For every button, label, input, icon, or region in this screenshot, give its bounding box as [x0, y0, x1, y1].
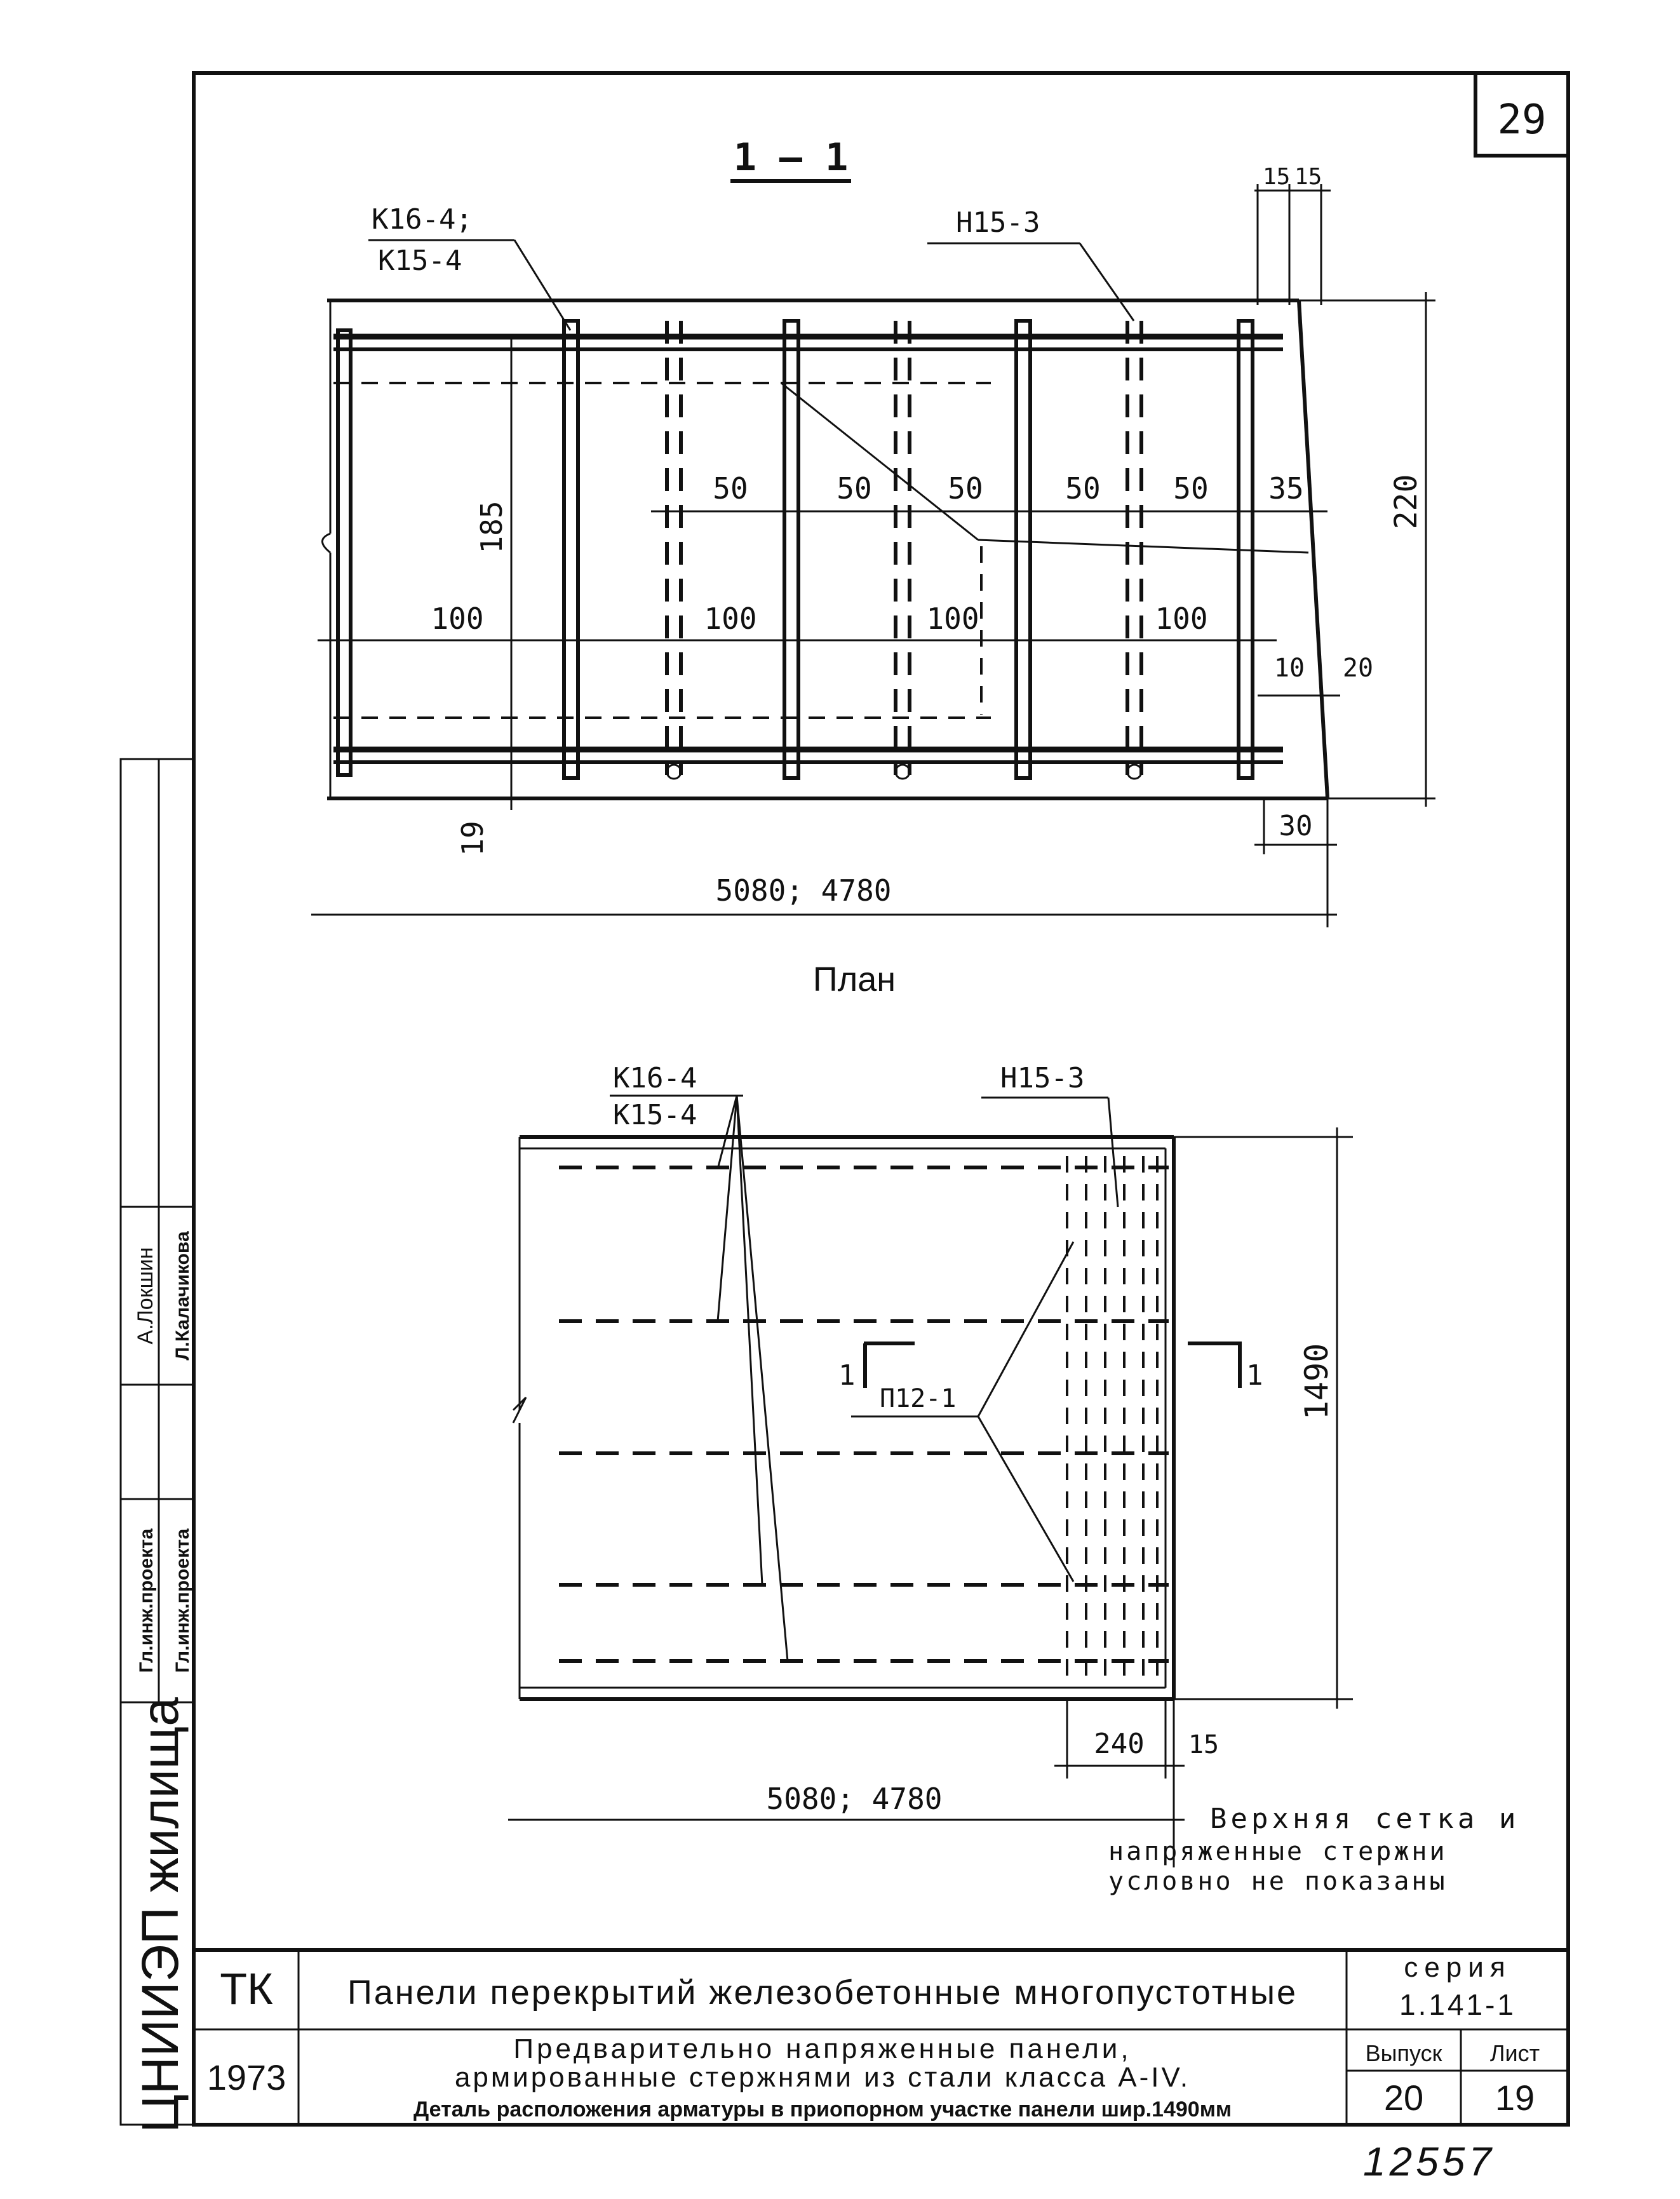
- section-dim-30: [1254, 798, 1337, 927]
- section-leader-n: [927, 206, 1134, 321]
- side-stamp-role-2: Гл.инж.проекта: [172, 1528, 193, 1673]
- title-sub-3: Деталь расположения арматуры в приопорном участке панели шир.1490мм: [413, 2097, 1232, 2122]
- dim-20: 20: [1342, 654, 1374, 683]
- plan-note-line-2: напряженные стержни: [1108, 1837, 1448, 1866]
- dim-50-4: 50: [1065, 471, 1101, 506]
- plan-outline: [513, 1137, 1174, 1699]
- section-dim-top: [1254, 164, 1331, 305]
- dim-185: 185: [474, 501, 509, 554]
- dim-50-3: 50: [948, 471, 983, 506]
- dim-100-4: 100: [1155, 602, 1208, 636]
- dim-35: 35: [1268, 471, 1304, 506]
- plan-note-line-3: условно не показаны: [1108, 1867, 1448, 1896]
- plan-dim-length: [508, 1782, 1185, 1820]
- dim-1490: 1490: [1298, 1343, 1335, 1420]
- side-stamp-org: ЦНИИЭП жилища: [131, 1697, 189, 2133]
- side-stamp: [121, 759, 194, 2133]
- dim-220: 220: [1388, 474, 1424, 530]
- plan-cut-right: 1: [1246, 1359, 1263, 1392]
- plan-label-k2: К15-4: [613, 1099, 697, 1131]
- section-dim-185: [455, 337, 511, 856]
- dim-100-2: 100: [704, 602, 757, 636]
- section-dim-10-20: [1258, 654, 1373, 696]
- sheet-number: 29: [1497, 97, 1547, 144]
- dim-15a: 15: [1263, 164, 1291, 190]
- plan-grid-dashed: [1067, 1156, 1157, 1683]
- plan-note-line-1: Верхняя сетка и: [1210, 1803, 1520, 1835]
- section-leader-k: [368, 203, 570, 330]
- section-length: 5080; 4780: [715, 873, 892, 908]
- title-sub-2: армированные стержнями из стали класса А-IV.: [454, 2062, 1191, 2093]
- plan-label-k: К16-4: [613, 1062, 697, 1094]
- dim-50-2: 50: [837, 471, 872, 506]
- series-label: серия: [1404, 1952, 1512, 1983]
- dim-19: 19: [455, 821, 490, 856]
- side-stamp-name-1: А.Локшин: [133, 1247, 158, 1345]
- dim-15b: 15: [1294, 164, 1322, 190]
- dim-240: 240: [1094, 1728, 1145, 1760]
- plan-leader-p: [851, 1242, 1073, 1582]
- sheet-label: Лист: [1489, 2040, 1540, 2066]
- plan-note: [1108, 1803, 1519, 1896]
- dim-100-1: 100: [431, 602, 484, 636]
- plan-label-n: Н15-3: [1000, 1062, 1085, 1094]
- title-sub-1: Предварительно напряженные панели,: [513, 2033, 1132, 2064]
- side-stamp-name-2: Л.Калачикова: [172, 1231, 193, 1361]
- plan-length: 5080; 4780: [766, 1782, 943, 1816]
- plan-dim-15: 15: [1188, 1730, 1220, 1759]
- dim-10: 10: [1273, 654, 1305, 683]
- dim-30: 30: [1279, 810, 1313, 842]
- title-main: Панели перекрытий железобетонные многопустотные: [347, 1974, 1298, 2012]
- section-dim-220: [1283, 292, 1435, 807]
- plan-label-p: П12-1: [880, 1384, 957, 1413]
- dim-50-1: 50: [713, 471, 748, 506]
- sheet-value: 19: [1495, 2078, 1535, 2118]
- section-label-k: К16-4;: [372, 203, 473, 236]
- issue-label: Выпуск: [1365, 2040, 1442, 2066]
- section-dim-50-row: [651, 471, 1327, 511]
- plan-cut-left: 1: [838, 1359, 856, 1392]
- archive-number: 12557: [1363, 2139, 1495, 2184]
- dim-50-5: 50: [1173, 471, 1209, 506]
- title-year: 1973: [206, 2057, 286, 2097]
- plan-dim-1490: [1174, 1127, 1353, 1709]
- plan-leader-n: [981, 1062, 1118, 1207]
- section-title: 1 — 1: [733, 135, 849, 180]
- plan-leader-k: [610, 1062, 788, 1661]
- section-outline: [323, 300, 1328, 798]
- title-block: [194, 1950, 1568, 2125]
- issue-value: 20: [1383, 2078, 1424, 2118]
- section-dim-length: [311, 873, 1337, 915]
- title-code: ТК: [220, 1964, 273, 2014]
- section-label-n: Н15-3: [956, 206, 1040, 239]
- section-frames-dashed: [667, 321, 1141, 779]
- side-stamp-role-1: Гл.инж.проекта: [136, 1528, 157, 1673]
- plan-bars-dashed: [559, 1167, 1169, 1661]
- plan-title: План: [812, 960, 896, 999]
- series-value: 1.141-1: [1399, 1988, 1517, 2021]
- dim-100-3: 100: [926, 602, 979, 636]
- section-label-k2: К15-4: [378, 245, 462, 277]
